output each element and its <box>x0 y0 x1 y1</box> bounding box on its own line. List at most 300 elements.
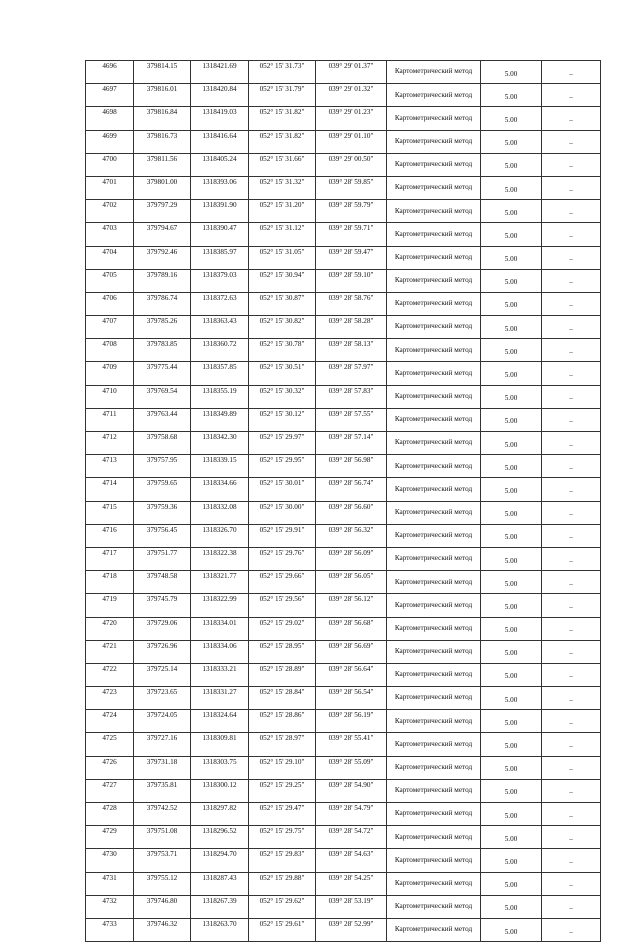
method-cell: Картометрический метод <box>387 849 481 872</box>
y-coordinate-cell: 1318342.30 <box>191 432 249 455</box>
longitude-cell: 039° 29' 01.23" <box>316 107 387 130</box>
y-coordinate-cell: 1318287.43 <box>191 872 249 895</box>
method-cell: Картометрический метод <box>387 547 481 570</box>
latitude-cell: 052° 15' 29.97" <box>249 432 316 455</box>
note-cell: – <box>542 687 601 710</box>
longitude-cell: 039° 28' 53.19" <box>316 895 387 918</box>
point-number-cell: 4710 <box>86 385 134 408</box>
y-coordinate-cell: 1318372.63 <box>191 292 249 315</box>
accuracy-cell: 5.00 <box>481 339 542 362</box>
y-coordinate-cell: 1318294.70 <box>191 849 249 872</box>
point-number-cell: 4732 <box>86 895 134 918</box>
accuracy-cell: 5.00 <box>481 872 542 895</box>
point-number-cell: 4726 <box>86 756 134 779</box>
table-row <box>86 455 601 478</box>
latitude-cell: 052° 15' 29.56" <box>249 594 316 617</box>
note-cell: – <box>542 895 601 918</box>
x-coordinate-cell: 379745.79 <box>134 594 191 617</box>
accuracy-cell: 5.00 <box>481 61 542 84</box>
longitude-cell: 039° 28' 57.97" <box>316 362 387 385</box>
accuracy-cell: 5.00 <box>481 362 542 385</box>
point-number-cell: 4714 <box>86 478 134 501</box>
latitude-cell: 052° 15' 31.32" <box>249 176 316 199</box>
accuracy-cell: 5.00 <box>481 640 542 663</box>
x-coordinate-cell: 379731.18 <box>134 756 191 779</box>
latitude-cell: 052° 15' 28.89" <box>249 663 316 686</box>
longitude-cell: 039° 28' 58.76" <box>316 292 387 315</box>
x-coordinate-cell: 379753.71 <box>134 849 191 872</box>
y-coordinate-cell: 1318391.90 <box>191 200 249 223</box>
x-coordinate-cell: 379785.26 <box>134 316 191 339</box>
longitude-cell: 039° 29' 00.50" <box>316 153 387 176</box>
y-coordinate-cell: 1318349.89 <box>191 408 249 431</box>
latitude-cell: 052° 15' 31.66" <box>249 153 316 176</box>
accuracy-cell: 5.00 <box>481 733 542 756</box>
x-coordinate-cell: 379723.65 <box>134 687 191 710</box>
table-row <box>86 803 601 826</box>
note-cell: – <box>542 61 601 84</box>
latitude-cell: 052° 15' 30.51" <box>249 362 316 385</box>
accuracy-cell: 5.00 <box>481 524 542 547</box>
note-cell: – <box>542 918 601 941</box>
note-cell: – <box>542 547 601 570</box>
y-coordinate-cell: 1318385.97 <box>191 246 249 269</box>
y-coordinate-cell: 1318326.70 <box>191 524 249 547</box>
point-number-cell: 4723 <box>86 687 134 710</box>
note-cell: – <box>542 362 601 385</box>
x-coordinate-cell: 379757.95 <box>134 455 191 478</box>
method-cell: Картометрический метод <box>387 756 481 779</box>
method-cell: Картометрический метод <box>387 432 481 455</box>
table-row <box>86 84 601 107</box>
note-cell: – <box>542 408 601 431</box>
accuracy-cell: 5.00 <box>481 432 542 455</box>
note-cell: – <box>542 455 601 478</box>
longitude-cell: 039° 28' 56.12" <box>316 594 387 617</box>
coordinates-sheet <box>85 60 600 942</box>
method-cell: Картометрический метод <box>387 710 481 733</box>
table-row <box>86 826 601 849</box>
y-coordinate-cell: 1318322.38 <box>191 547 249 570</box>
latitude-cell: 052° 15' 31.73" <box>249 61 316 84</box>
latitude-cell: 052° 15' 31.79" <box>249 84 316 107</box>
latitude-cell: 052° 15' 31.82" <box>249 107 316 130</box>
point-number-cell: 4706 <box>86 292 134 315</box>
note-cell: – <box>542 246 601 269</box>
longitude-cell: 039° 28' 57.55" <box>316 408 387 431</box>
x-coordinate-cell: 379792.46 <box>134 246 191 269</box>
method-cell: Картометрический метод <box>387 339 481 362</box>
x-coordinate-cell: 379727.16 <box>134 733 191 756</box>
y-coordinate-cell: 1318333.21 <box>191 663 249 686</box>
longitude-cell: 039° 28' 59.47" <box>316 246 387 269</box>
point-number-cell: 4717 <box>86 547 134 570</box>
point-number-cell: 4703 <box>86 223 134 246</box>
y-coordinate-cell: 1318296.52 <box>191 826 249 849</box>
longitude-cell: 039° 28' 58.13" <box>316 339 387 362</box>
point-number-cell: 4722 <box>86 663 134 686</box>
longitude-cell: 039° 28' 54.72" <box>316 826 387 849</box>
note-cell: – <box>542 478 601 501</box>
table-row <box>86 478 601 501</box>
method-cell: Картометрический метод <box>387 130 481 153</box>
point-number-cell: 4705 <box>86 269 134 292</box>
note-cell: – <box>542 849 601 872</box>
method-cell: Картометрический метод <box>387 316 481 339</box>
table-row <box>86 501 601 524</box>
accuracy-cell: 5.00 <box>481 176 542 199</box>
method-cell: Картометрический метод <box>387 524 481 547</box>
x-coordinate-cell: 379775.44 <box>134 362 191 385</box>
x-coordinate-cell: 379751.08 <box>134 826 191 849</box>
table-body <box>86 61 601 942</box>
x-coordinate-cell: 379801.00 <box>134 176 191 199</box>
method-cell: Картометрический метод <box>387 61 481 84</box>
longitude-cell: 039° 28' 56.54" <box>316 687 387 710</box>
latitude-cell: 052° 15' 28.84" <box>249 687 316 710</box>
accuracy-cell: 5.00 <box>481 571 542 594</box>
x-coordinate-cell: 379816.73 <box>134 130 191 153</box>
latitude-cell: 052° 15' 30.00" <box>249 501 316 524</box>
y-coordinate-cell: 1318357.85 <box>191 362 249 385</box>
accuracy-cell: 5.00 <box>481 246 542 269</box>
accuracy-cell: 5.00 <box>481 292 542 315</box>
longitude-cell: 039° 28' 55.41" <box>316 733 387 756</box>
longitude-cell: 039° 28' 55.09" <box>316 756 387 779</box>
y-coordinate-cell: 1318303.75 <box>191 756 249 779</box>
method-cell: Картометрический метод <box>387 246 481 269</box>
longitude-cell: 039° 28' 56.09" <box>316 547 387 570</box>
accuracy-cell: 5.00 <box>481 826 542 849</box>
y-coordinate-cell: 1318363.43 <box>191 316 249 339</box>
table-row <box>86 246 601 269</box>
note-cell: – <box>542 524 601 547</box>
accuracy-cell: 5.00 <box>481 269 542 292</box>
x-coordinate-cell: 379748.58 <box>134 571 191 594</box>
accuracy-cell: 5.00 <box>481 84 542 107</box>
table-row <box>86 710 601 733</box>
method-cell: Картометрический метод <box>387 594 481 617</box>
point-number-cell: 4709 <box>86 362 134 385</box>
table-row <box>86 269 601 292</box>
method-cell: Картометрический метод <box>387 269 481 292</box>
x-coordinate-cell: 379759.36 <box>134 501 191 524</box>
longitude-cell: 039° 28' 54.25" <box>316 872 387 895</box>
x-coordinate-cell: 379755.12 <box>134 872 191 895</box>
y-coordinate-cell: 1318297.82 <box>191 803 249 826</box>
latitude-cell: 052° 15' 29.25" <box>249 779 316 802</box>
x-coordinate-cell: 379729.06 <box>134 617 191 640</box>
latitude-cell: 052° 15' 29.83" <box>249 849 316 872</box>
longitude-cell: 039° 28' 52.99" <box>316 918 387 941</box>
note-cell: – <box>542 130 601 153</box>
table-row <box>86 524 601 547</box>
y-coordinate-cell: 1318322.99 <box>191 594 249 617</box>
point-number-cell: 4728 <box>86 803 134 826</box>
latitude-cell: 052° 15' 29.75" <box>249 826 316 849</box>
longitude-cell: 039° 28' 56.74" <box>316 478 387 501</box>
method-cell: Картометрический метод <box>387 733 481 756</box>
point-number-cell: 4718 <box>86 571 134 594</box>
table-row <box>86 316 601 339</box>
y-coordinate-cell: 1318331.27 <box>191 687 249 710</box>
y-coordinate-cell: 1318321.77 <box>191 571 249 594</box>
table-row <box>86 153 601 176</box>
method-cell: Картометрический метод <box>387 455 481 478</box>
note-cell: – <box>542 571 601 594</box>
point-number-cell: 4733 <box>86 918 134 941</box>
point-number-cell: 4699 <box>86 130 134 153</box>
x-coordinate-cell: 379763.44 <box>134 408 191 431</box>
x-coordinate-cell: 379751.77 <box>134 547 191 570</box>
accuracy-cell: 5.00 <box>481 849 542 872</box>
latitude-cell: 052° 15' 29.91" <box>249 524 316 547</box>
note-cell: – <box>542 826 601 849</box>
point-number-cell: 4724 <box>86 710 134 733</box>
accuracy-cell: 5.00 <box>481 895 542 918</box>
x-coordinate-cell: 379797.29 <box>134 200 191 223</box>
table-row <box>86 223 601 246</box>
x-coordinate-cell: 379746.32 <box>134 918 191 941</box>
x-coordinate-cell: 379816.01 <box>134 84 191 107</box>
x-coordinate-cell: 379769.54 <box>134 385 191 408</box>
latitude-cell: 052° 15' 29.88" <box>249 872 316 895</box>
y-coordinate-cell: 1318355.19 <box>191 385 249 408</box>
table-row <box>86 107 601 130</box>
latitude-cell: 052° 15' 31.20" <box>249 200 316 223</box>
note-cell: – <box>542 501 601 524</box>
longitude-cell: 039° 28' 56.68" <box>316 617 387 640</box>
latitude-cell: 052° 15' 29.61" <box>249 918 316 941</box>
y-coordinate-cell: 1318332.08 <box>191 501 249 524</box>
latitude-cell: 052° 15' 30.12" <box>249 408 316 431</box>
latitude-cell: 052° 15' 31.82" <box>249 130 316 153</box>
method-cell: Картометрический метод <box>387 408 481 431</box>
point-number-cell: 4715 <box>86 501 134 524</box>
method-cell: Картометрический метод <box>387 803 481 826</box>
point-number-cell: 4701 <box>86 176 134 199</box>
x-coordinate-cell: 379742.52 <box>134 803 191 826</box>
method-cell: Картометрический метод <box>387 292 481 315</box>
longitude-cell: 039° 29' 01.32" <box>316 84 387 107</box>
accuracy-cell: 5.00 <box>481 547 542 570</box>
point-number-cell: 4725 <box>86 733 134 756</box>
x-coordinate-cell: 379756.45 <box>134 524 191 547</box>
y-coordinate-cell: 1318334.06 <box>191 640 249 663</box>
y-coordinate-cell: 1318420.84 <box>191 84 249 107</box>
y-coordinate-cell: 1318405.24 <box>191 153 249 176</box>
x-coordinate-cell: 379816.84 <box>134 107 191 130</box>
accuracy-cell: 5.00 <box>481 200 542 223</box>
longitude-cell: 039° 28' 59.10" <box>316 269 387 292</box>
accuracy-cell: 5.00 <box>481 107 542 130</box>
method-cell: Картометрический метод <box>387 571 481 594</box>
point-number-cell: 4698 <box>86 107 134 130</box>
accuracy-cell: 5.00 <box>481 223 542 246</box>
latitude-cell: 052° 15' 30.87" <box>249 292 316 315</box>
y-coordinate-cell: 1318309.81 <box>191 733 249 756</box>
accuracy-cell: 5.00 <box>481 385 542 408</box>
accuracy-cell: 5.00 <box>481 687 542 710</box>
latitude-cell: 052° 15' 29.95" <box>249 455 316 478</box>
x-coordinate-cell: 379786.74 <box>134 292 191 315</box>
method-cell: Картометрический метод <box>387 107 481 130</box>
note-cell: – <box>542 640 601 663</box>
longitude-cell: 039° 29' 01.37" <box>316 61 387 84</box>
method-cell: Картометрический метод <box>387 84 481 107</box>
method-cell: Картометрический метод <box>387 200 481 223</box>
point-number-cell: 4716 <box>86 524 134 547</box>
latitude-cell: 052° 15' 30.78" <box>249 339 316 362</box>
latitude-cell: 052° 15' 30.32" <box>249 385 316 408</box>
method-cell: Картометрический метод <box>387 687 481 710</box>
note-cell: – <box>542 316 601 339</box>
accuracy-cell: 5.00 <box>481 455 542 478</box>
note-cell: – <box>542 594 601 617</box>
point-number-cell: 4697 <box>86 84 134 107</box>
table-row <box>86 408 601 431</box>
point-number-cell: 4707 <box>86 316 134 339</box>
longitude-cell: 039° 28' 56.05" <box>316 571 387 594</box>
y-coordinate-cell: 1318421.69 <box>191 61 249 84</box>
note-cell: – <box>542 84 601 107</box>
table-row <box>86 200 601 223</box>
table-row <box>86 640 601 663</box>
point-number-cell: 4727 <box>86 779 134 802</box>
y-coordinate-cell: 1318324.64 <box>191 710 249 733</box>
note-cell: – <box>542 176 601 199</box>
longitude-cell: 039° 28' 54.90" <box>316 779 387 802</box>
x-coordinate-cell: 379794.67 <box>134 223 191 246</box>
longitude-cell: 039° 28' 56.32" <box>316 524 387 547</box>
x-coordinate-cell: 379759.65 <box>134 478 191 501</box>
longitude-cell: 039° 28' 59.71" <box>316 223 387 246</box>
latitude-cell: 052° 15' 29.76" <box>249 547 316 570</box>
note-cell: – <box>542 223 601 246</box>
y-coordinate-cell: 1318334.66 <box>191 478 249 501</box>
latitude-cell: 052° 15' 29.62" <box>249 895 316 918</box>
point-number-cell: 4719 <box>86 594 134 617</box>
method-cell: Картометрический метод <box>387 223 481 246</box>
x-coordinate-cell: 379735.81 <box>134 779 191 802</box>
table-row <box>86 292 601 315</box>
accuracy-cell: 5.00 <box>481 316 542 339</box>
method-cell: Картометрический метод <box>387 895 481 918</box>
note-cell: – <box>542 432 601 455</box>
table-row <box>86 362 601 385</box>
y-coordinate-cell: 1318379.03 <box>191 269 249 292</box>
coordinates-table <box>85 60 601 942</box>
note-cell: – <box>542 339 601 362</box>
note-cell: – <box>542 269 601 292</box>
accuracy-cell: 5.00 <box>481 779 542 802</box>
latitude-cell: 052° 15' 30.82" <box>249 316 316 339</box>
accuracy-cell: 5.00 <box>481 663 542 686</box>
accuracy-cell: 5.00 <box>481 130 542 153</box>
point-number-cell: 4731 <box>86 872 134 895</box>
accuracy-cell: 5.00 <box>481 710 542 733</box>
point-number-cell: 4713 <box>86 455 134 478</box>
accuracy-cell: 5.00 <box>481 918 542 941</box>
point-number-cell: 4704 <box>86 246 134 269</box>
method-cell: Картометрический метод <box>387 663 481 686</box>
table-row <box>86 872 601 895</box>
x-coordinate-cell: 379726.96 <box>134 640 191 663</box>
longitude-cell: 039° 28' 54.79" <box>316 803 387 826</box>
y-coordinate-cell: 1318267.39 <box>191 895 249 918</box>
point-number-cell: 4708 <box>86 339 134 362</box>
method-cell: Картометрический метод <box>387 478 481 501</box>
table-row <box>86 61 601 84</box>
y-coordinate-cell: 1318390.47 <box>191 223 249 246</box>
note-cell: – <box>542 710 601 733</box>
accuracy-cell: 5.00 <box>481 594 542 617</box>
point-number-cell: 4712 <box>86 432 134 455</box>
point-number-cell: 4702 <box>86 200 134 223</box>
longitude-cell: 039° 28' 58.28" <box>316 316 387 339</box>
latitude-cell: 052° 15' 30.94" <box>249 269 316 292</box>
table-row <box>86 918 601 941</box>
longitude-cell: 039° 28' 56.19" <box>316 710 387 733</box>
note-cell: – <box>542 663 601 686</box>
latitude-cell: 052° 15' 28.86" <box>249 710 316 733</box>
latitude-cell: 052° 15' 28.97" <box>249 733 316 756</box>
y-coordinate-cell: 1318416.64 <box>191 130 249 153</box>
latitude-cell: 052° 15' 29.10" <box>249 756 316 779</box>
table-row <box>86 895 601 918</box>
x-coordinate-cell: 379783.85 <box>134 339 191 362</box>
x-coordinate-cell: 379811.56 <box>134 153 191 176</box>
note-cell: – <box>542 733 601 756</box>
y-coordinate-cell: 1318263.70 <box>191 918 249 941</box>
latitude-cell: 052° 15' 28.95" <box>249 640 316 663</box>
table-row <box>86 663 601 686</box>
table-row <box>86 617 601 640</box>
table-row <box>86 176 601 199</box>
longitude-cell: 039° 28' 57.83" <box>316 385 387 408</box>
latitude-cell: 052° 15' 29.66" <box>249 571 316 594</box>
table-row <box>86 756 601 779</box>
x-coordinate-cell: 379758.68 <box>134 432 191 455</box>
method-cell: Картометрический метод <box>387 501 481 524</box>
point-number-cell: 4696 <box>86 61 134 84</box>
latitude-cell: 052° 15' 29.47" <box>249 803 316 826</box>
note-cell: – <box>542 872 601 895</box>
longitude-cell: 039° 29' 01.10" <box>316 130 387 153</box>
accuracy-cell: 5.00 <box>481 756 542 779</box>
table-row <box>86 432 601 455</box>
table-row <box>86 130 601 153</box>
longitude-cell: 039° 28' 59.85" <box>316 176 387 199</box>
note-cell: – <box>542 153 601 176</box>
longitude-cell: 039° 28' 54.63" <box>316 849 387 872</box>
accuracy-cell: 5.00 <box>481 803 542 826</box>
y-coordinate-cell: 1318393.06 <box>191 176 249 199</box>
y-coordinate-cell: 1318419.03 <box>191 107 249 130</box>
method-cell: Картометрический метод <box>387 640 481 663</box>
note-cell: – <box>542 756 601 779</box>
table-row <box>86 594 601 617</box>
method-cell: Картометрический метод <box>387 918 481 941</box>
point-number-cell: 4700 <box>86 153 134 176</box>
note-cell: – <box>542 803 601 826</box>
latitude-cell: 052° 15' 31.12" <box>249 223 316 246</box>
point-number-cell: 4720 <box>86 617 134 640</box>
longitude-cell: 039° 28' 56.69" <box>316 640 387 663</box>
table-row <box>86 385 601 408</box>
table-row <box>86 547 601 570</box>
latitude-cell: 052° 15' 29.02" <box>249 617 316 640</box>
